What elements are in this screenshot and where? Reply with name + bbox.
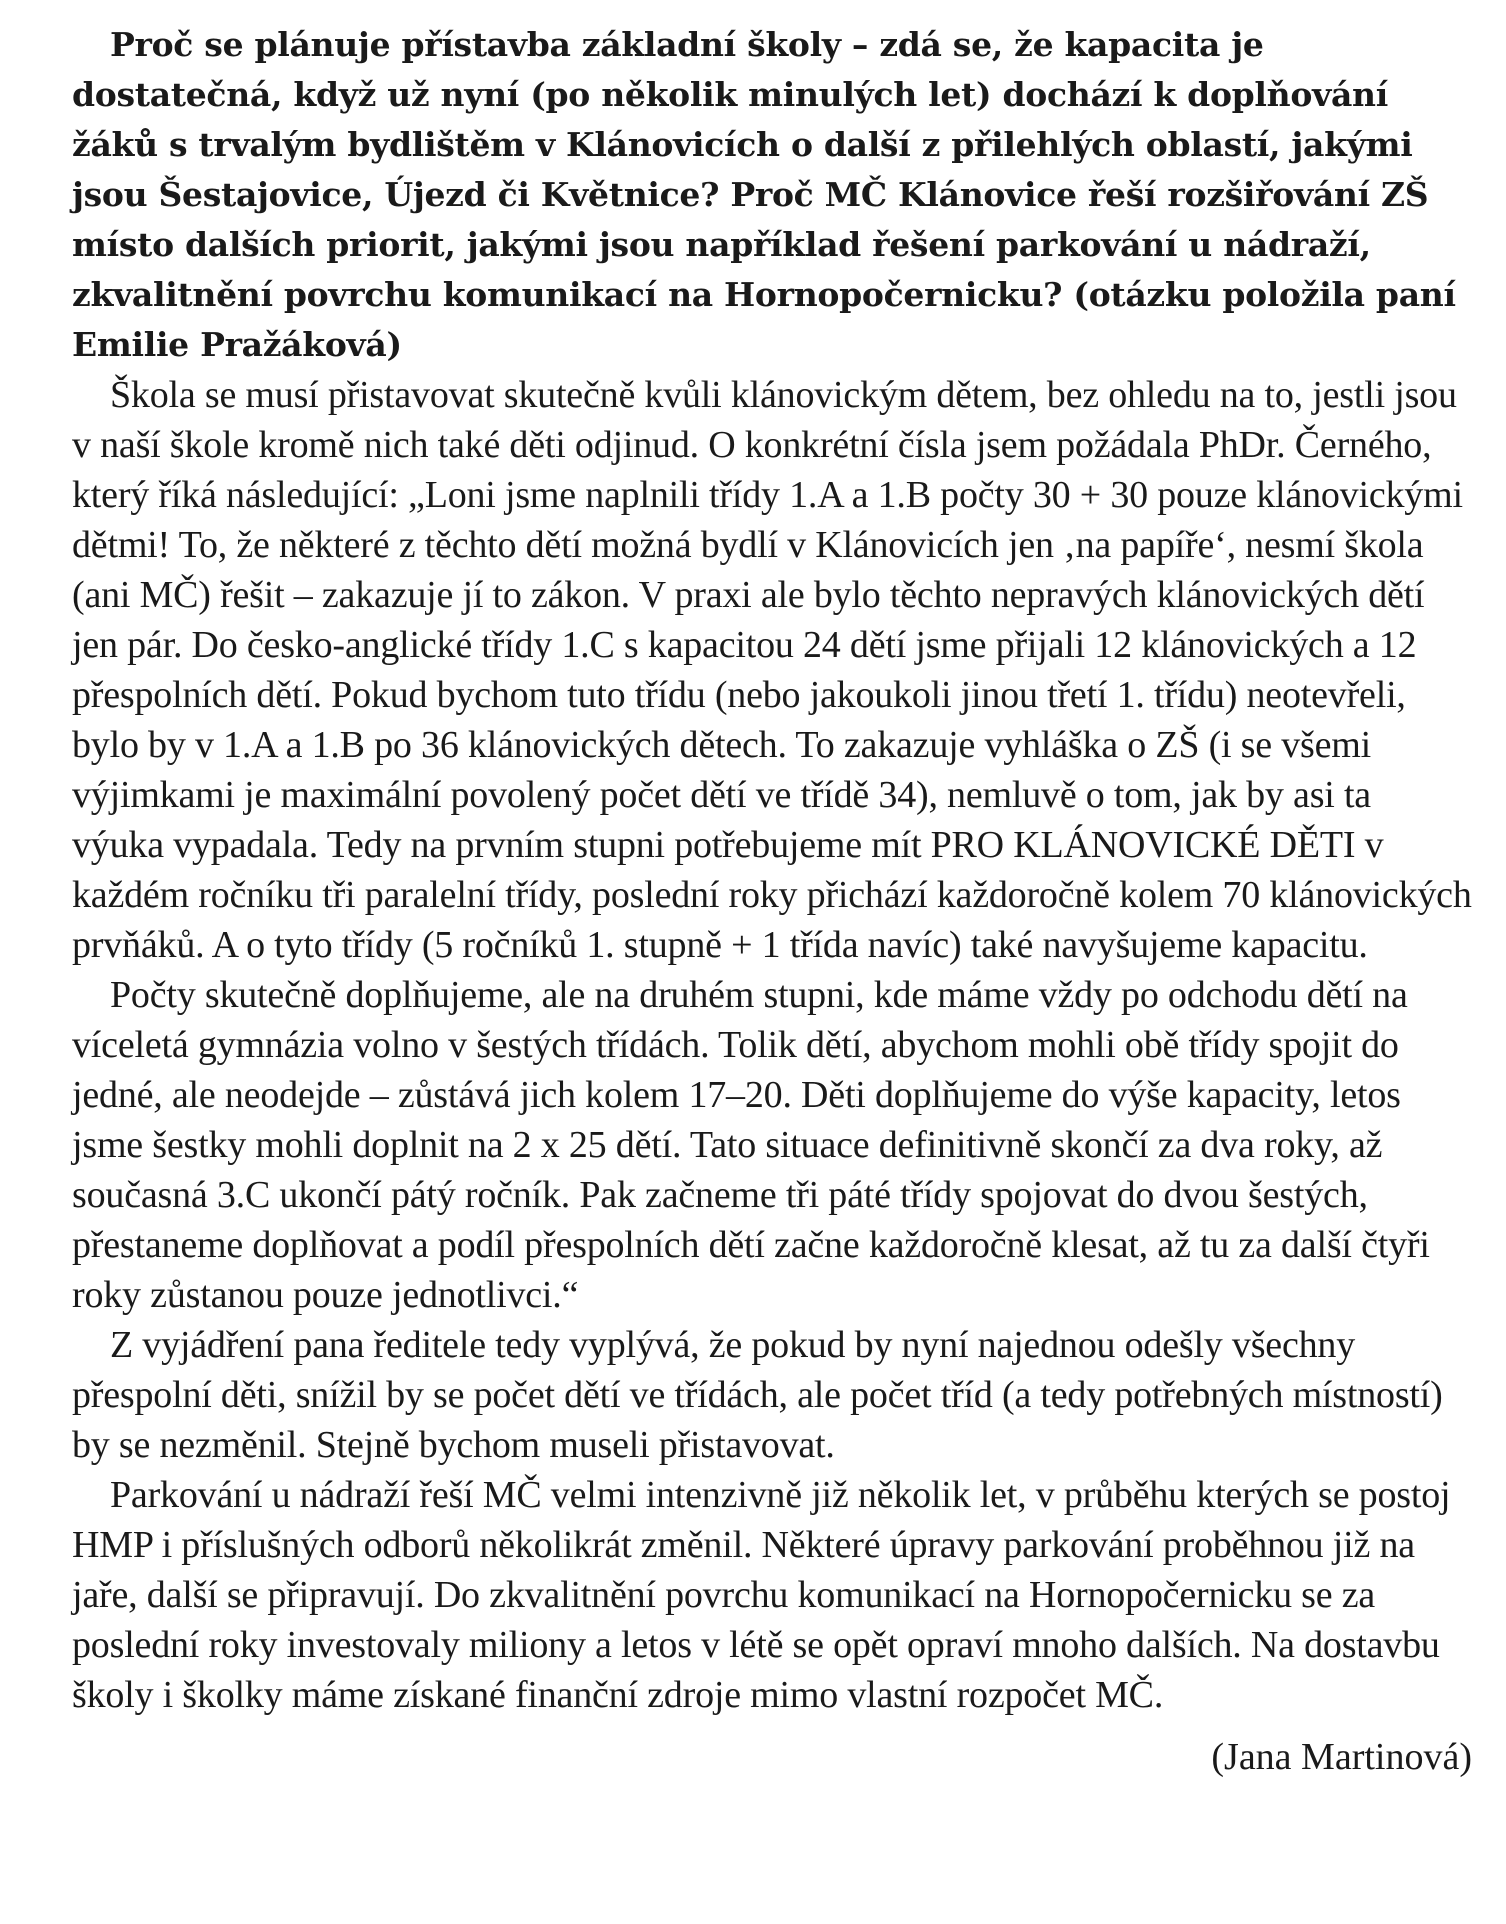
author-signature: (Jana Martinová) bbox=[1211, 1736, 1472, 1778]
question-paragraph: Proč se plánuje přístavba základní školy – zdá se, že kapacita je dostatečná, když už nyní (po několik minulých let) dochází k doplňování žáků s trvalým bydlištěm v Klánovicích o další z přilehlých oblastí, jakými jsou Šestajovice, Újezd či Květnice? Proč MČ Klánovice řeší rozšiřování ZŠ místo dalších priorit, jakými jsou například řešení parkování u nádraží, zkvalitnění povrchu komunikací na Hornopočernicku? (otázku položila paní Emilie Pražáková) bbox=[72, 25, 1456, 364]
article bbox=[72, 20, 1472, 1782]
answer-paragraph-2: Počty skutečně doplňujeme, ale na druhém stupni, kde máme vždy po odchodu dětí na víceletá gymnázia volno v šestých třídách. Tolik dětí, abychom mohli obě třídy spojit do jedné, ale neodejde – zůstává jich kolem 17–20. Děti doplňujeme do výše kapacity, letos jsme šestky mohli doplnit na 2 x 25 dětí. Tato situace definitivně skončí za dva roky, až současná 3.C ukončí pátý ročník. Pak začneme tři páté třídy spojovat do dvou šestých, přestaneme doplňovat a podíl přespolních dětí začne každoročně klesat, až tu za další čtyři roky zůstanou pouze jednotlivci.“ bbox=[72, 974, 1430, 1316]
answer-paragraph-1: Škola se musí přistavovat skutečně kvůli klánovickým dětem, bez ohledu na to, jestli jsou v naší škole kromě nich také děti odjinud. O konkrétní čísla jsem požádala PhDr. Černého, který říká následující: „Loni jsme naplnili třídy 1.A a 1.B počty 30 + 30 pouze klánovickými dětmi! To, že některé z těchto dětí možná bydlí v Klánovicích jen ‚na papíře‘, nesmí škola (ani MČ) řešit – zakazuje jí to zákon. V praxi ale bylo těchto nepravých klánovických dětí jen pár. Do česko-anglické třídy 1.C s kapacitou 24 dětí jsme přijali 12 klánovických a 12 přespolních dětí. Pokud bychom tuto třídu (nebo jakoukoli jinou třetí 1. třídu) neotevřeli, bylo by v 1.A a 1.B po 36 klánovických dětech. To zakazuje vyhláška o ZŠ (i se všemi výjimkami je maximální povolený počet dětí ve třídě 34), nemluvě o tom, jak by asi ta výuka vypadala. Tedy na prvním stupni potřebujeme mít PRO KLÁNOVICKÉ DĚTI v každém ročníku tři paralelní třídy, poslední roky přichází každoročně kolem 70 klánovických prvňáků. A o tyto třídy (5 ročníků 1. stupně + 1 třída navíc) také navyšujeme kapacitu. bbox=[72, 374, 1472, 966]
answer-paragraph-4: Parkování u nádraží řeší MČ velmi intenzivně již několik let, v průběhu kterých se postoj HMP i příslušných odborů několikrát změnil. Některé úpravy parkování proběhnou již na jaře, další se připravují. Do zkvalitnění povrchu komunikací na Hornopočernicku se za poslední roky investovaly miliony a letos v létě se opět opraví mnoho dalších. Na dostavbu školy i školky máme získané finanční zdroje mimo vlastní rozpočet MČ. bbox=[72, 1474, 1451, 1716]
answer-paragraph-3: Z vyjádření pana ředitele tedy vyplývá, že pokud by nyní najednou odešly všechny přespolní děti, snížil by se počet dětí ve třídách, ale počet tříd (a tedy potřebných místností) by se nezměnil. Stejně bychom museli přistavovat. bbox=[72, 1324, 1443, 1466]
answer-body bbox=[72, 370, 1472, 1720]
